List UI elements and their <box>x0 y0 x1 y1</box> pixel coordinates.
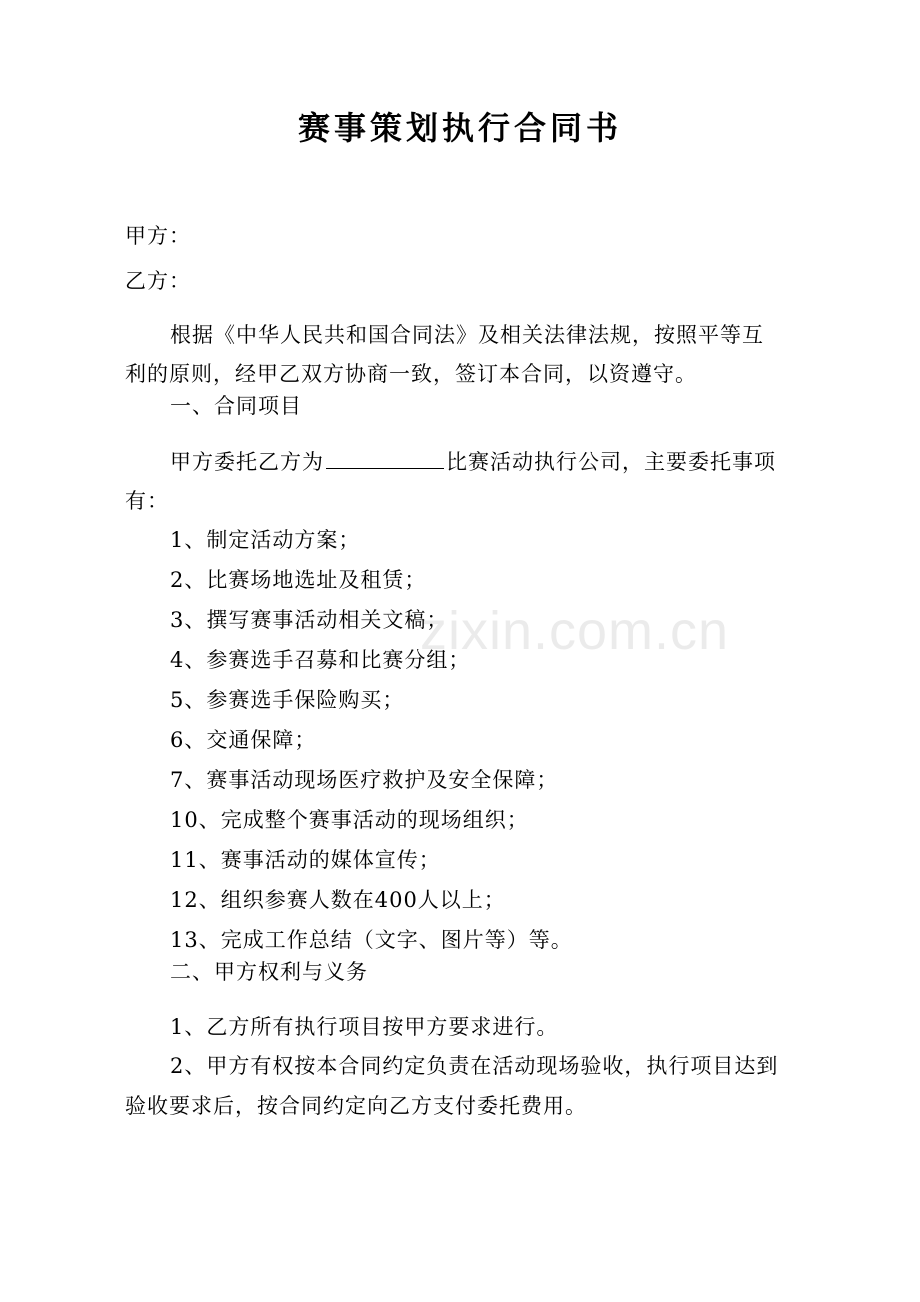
rights-item-2-line-1: 2、甲方有权按本合同约定负责在活动现场验收，执行项目达到 <box>170 1054 779 1078</box>
list-item: 5、参赛选手保险购买； <box>170 688 405 712</box>
list-item: 7、赛事活动现场医疗救护及安全保障； <box>170 768 559 792</box>
party-b-label: 乙方： <box>125 269 191 293</box>
list-item: 13、完成工作总结（文字、图片等）等。 <box>170 928 573 952</box>
list-item: 6、交通保障； <box>170 728 317 752</box>
list-item: 12、组织参赛人数在400人以上； <box>170 888 506 912</box>
intro-paragraph-line-2: 利的原则，经甲乙双方协商一致，签订本合同，以资遵守。 <box>125 362 697 386</box>
entrust-text-before: 甲方委托乙方为 <box>170 450 324 474</box>
document-title: 赛事策划执行合同书 <box>297 109 622 147</box>
intro-paragraph-line-1: 根据《中华人民共和国合同法》及相关法律法规，按照平等互 <box>170 323 764 347</box>
section-heading-contract-items: 一、合同项目 <box>170 394 302 418</box>
fill-in-blank <box>326 446 444 469</box>
entrust-paragraph-line-1 <box>170 446 860 477</box>
watermark-text: zixin.com.cn <box>420 601 730 661</box>
entrust-text-after: 比赛活动执行公司，主要委托事项 <box>446 450 776 474</box>
party-a-label: 甲方： <box>125 224 191 248</box>
list-item: 11、赛事活动的媒体宣传； <box>170 848 441 872</box>
entrust-paragraph-line-2: 有： <box>125 489 169 513</box>
section-heading-party-a-rights: 二、甲方权利与义务 <box>170 960 368 984</box>
rights-item-2-line-2: 验收要求后，按合同约定向乙方支付委托费用。 <box>125 1094 587 1118</box>
rights-item-1: 1、乙方所有执行项目按甲方要求进行。 <box>170 1015 559 1039</box>
list-item: 1、制定活动方案； <box>170 528 361 552</box>
list-item: 2、比赛场地选址及租赁； <box>170 568 427 592</box>
list-item: 4、参赛选手召募和比赛分组； <box>170 648 471 672</box>
list-item: 10、完成整个赛事活动的现场组织； <box>170 808 529 832</box>
list-item: 3、撰写赛事活动相关文稿； <box>170 608 449 632</box>
